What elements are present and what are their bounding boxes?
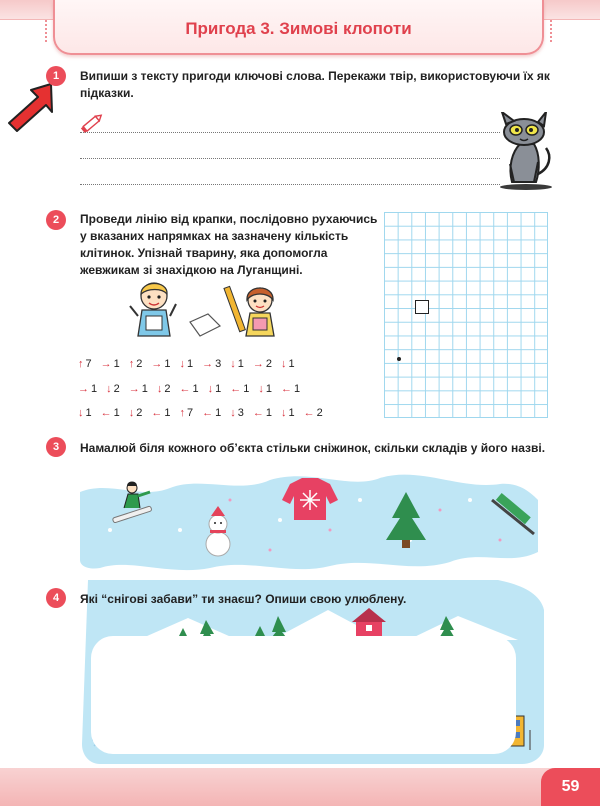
pointer-arrow-icon	[5, 82, 55, 134]
winter-objects-illustration[interactable]	[80, 470, 540, 580]
step-count: 1	[113, 407, 120, 419]
direction-arrow-icon: ←	[281, 383, 292, 395]
step-count: 1	[215, 383, 222, 395]
step-count: 1	[164, 358, 171, 370]
step-count: 2	[136, 407, 143, 419]
step-count: 1	[91, 383, 98, 395]
title-banner	[53, 0, 544, 55]
task-1-line: Випиши з тексту пригоди ключові слова. Перекажи твір, використовуючи їх як	[80, 69, 550, 83]
direction-row	[78, 407, 332, 419]
direction-step	[78, 383, 97, 395]
step-count: 1	[164, 407, 171, 419]
direction-arrow-icon: →	[128, 383, 140, 395]
direction-row	[78, 383, 309, 395]
footer-band	[0, 768, 600, 806]
direction-step	[180, 383, 199, 395]
direction-arrow-icon: ←	[151, 407, 163, 419]
step-count: 2	[164, 383, 171, 395]
direction-step	[281, 358, 295, 370]
direction-arrow-icon: ↓	[128, 407, 135, 419]
step-count: 1	[113, 358, 120, 370]
step-count: 1	[187, 358, 194, 370]
direction-step	[129, 358, 143, 370]
task-1-text	[80, 68, 550, 102]
drawing-grid[interactable]	[384, 212, 548, 418]
page-title: Пригода 3. Зимові клопоти	[185, 18, 412, 38]
direction-arrow-icon: ↑	[78, 358, 84, 370]
direction-step	[129, 383, 148, 395]
children-illustration	[128, 280, 278, 342]
direction-arrow-icon: ←	[100, 407, 112, 419]
direction-arrow-icon: ↑	[179, 407, 185, 419]
direction-arrow-icon: ↓	[230, 358, 236, 370]
grid-start-square	[415, 300, 429, 314]
task-2-line: клітинок. Упізнай тварину, яка допомогла	[80, 246, 328, 260]
task-2-line: жевжикам зі знахідкою на Луганщині.	[80, 263, 303, 277]
task-2-line: у вказаних напрямках на зазначену кількість	[80, 229, 349, 243]
step-count: 1	[265, 407, 272, 419]
direction-arrow-icon: ↓	[156, 383, 163, 395]
task-number: 2	[46, 210, 66, 230]
task-2-text	[80, 211, 380, 279]
direction-step	[202, 358, 221, 370]
step-count: 3	[237, 407, 244, 419]
writing-line[interactable]	[80, 132, 500, 133]
step-count: 7	[187, 407, 194, 419]
direction-step	[101, 407, 120, 419]
direction-step	[230, 383, 249, 395]
direction-step	[281, 407, 295, 419]
header-decoration	[45, 20, 49, 42]
direction-arrow-icon: ↑	[128, 358, 135, 370]
direction-step	[151, 407, 170, 419]
pencil-icon	[80, 112, 104, 134]
direction-step	[253, 358, 272, 370]
direction-arrow-icon: ↓	[179, 358, 185, 370]
step-count: 1	[243, 383, 250, 395]
direction-step	[230, 358, 244, 370]
step-count: 1	[265, 383, 272, 395]
direction-arrow-icon: ↓	[281, 358, 287, 370]
step-count: 3	[215, 358, 222, 370]
direction-step	[151, 358, 170, 370]
direction-arrow-icon: ↓	[230, 407, 236, 419]
direction-step	[281, 383, 300, 395]
direction-step	[258, 383, 272, 395]
step-count: 1	[192, 383, 199, 395]
direction-arrow-icon: ↓	[207, 383, 214, 395]
task-4-text: Які “снігові забави” ти знаєш? Опиши свою улюблену.	[80, 592, 407, 606]
direction-arrow-icon: →	[100, 358, 112, 370]
step-count: 7	[85, 358, 92, 370]
cat-illustration	[494, 112, 558, 192]
task-number: 3	[46, 437, 66, 457]
direction-arrow-icon: ↓	[78, 407, 84, 419]
direction-arrow-icon: ←	[230, 383, 242, 395]
writing-line[interactable]	[80, 184, 500, 185]
direction-arrow-icon: →	[78, 383, 89, 395]
direction-step	[78, 407, 92, 419]
direction-row	[78, 358, 304, 370]
direction-step	[304, 407, 323, 419]
direction-step	[129, 407, 143, 419]
task-1-line: підказки.	[80, 86, 134, 100]
answer-area[interactable]	[91, 636, 516, 754]
direction-arrow-icon: ←	[303, 407, 315, 419]
step-count: 2	[113, 383, 120, 395]
direction-arrow-icon: ←	[252, 407, 264, 419]
direction-step	[106, 383, 120, 395]
step-count: 1	[294, 383, 301, 395]
header-decoration	[550, 20, 554, 42]
task-3-text: Намалюй біля кожного об’єкта стільки сніжинок, скільки складів у його назві.	[80, 441, 546, 455]
direction-arrow-icon: →	[202, 358, 214, 370]
start-dot[interactable]	[397, 357, 401, 361]
step-count: 1	[85, 407, 92, 419]
step-count: 2	[316, 407, 323, 419]
direction-arrow-icon: ←	[179, 383, 191, 395]
task-2-line: Проведи лінію від крапки, послідовно рухаючись	[80, 212, 378, 226]
direction-arrow-icon: →	[151, 358, 163, 370]
direction-step	[230, 407, 244, 419]
direction-arrow-icon: ↓	[281, 407, 287, 419]
step-count: 1	[288, 407, 295, 419]
step-count: 1	[288, 358, 295, 370]
direction-arrow-icon: →	[252, 358, 264, 370]
direction-arrow-icon: ↓	[258, 383, 264, 395]
direction-step	[202, 407, 221, 419]
writing-line[interactable]	[80, 158, 500, 159]
direction-step	[180, 358, 194, 370]
page-number: 59	[541, 768, 600, 806]
step-count: 1	[141, 383, 148, 395]
direction-arrow-icon: ↓	[106, 383, 112, 395]
direction-step	[180, 407, 194, 419]
direction-arrow-icon: ←	[202, 407, 214, 419]
step-count: 1	[215, 407, 222, 419]
direction-step	[157, 383, 171, 395]
task-number: 4	[46, 588, 66, 608]
step-count: 2	[265, 358, 272, 370]
step-count: 1	[237, 358, 244, 370]
direction-step	[208, 383, 222, 395]
direction-step	[101, 358, 120, 370]
task-number: 1	[46, 66, 66, 86]
step-count: 2	[136, 358, 143, 370]
direction-step	[253, 407, 272, 419]
direction-step	[78, 358, 92, 370]
